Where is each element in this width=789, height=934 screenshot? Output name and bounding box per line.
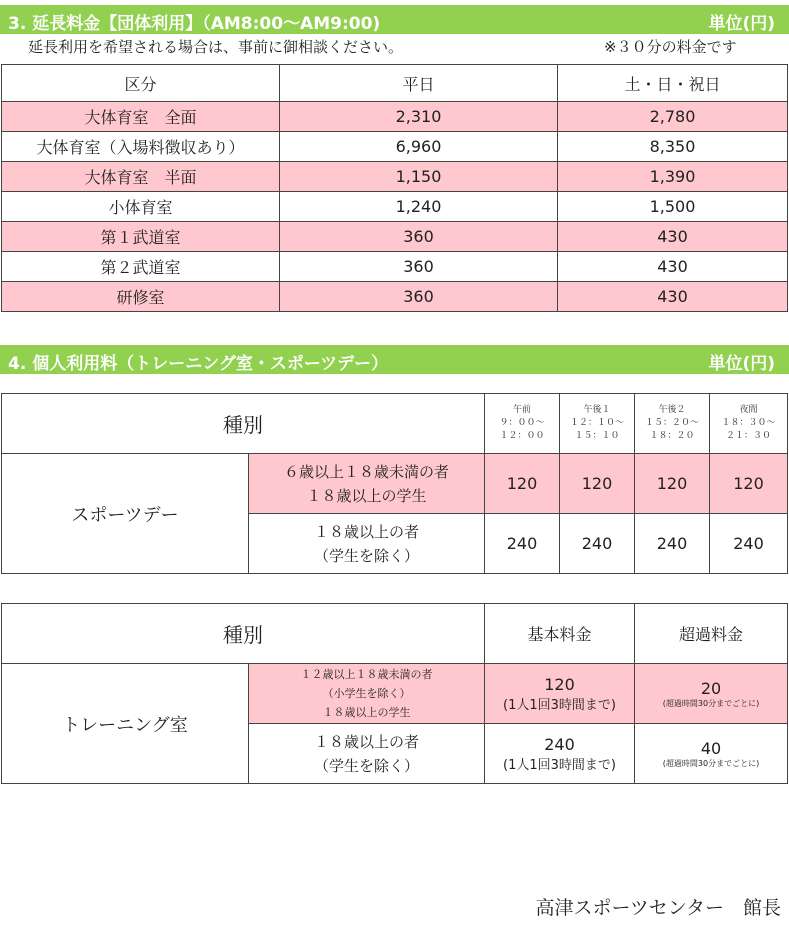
age-group [249, 514, 485, 574]
header-category: 種別 [2, 604, 485, 664]
holiday-fee: 430 [558, 282, 788, 312]
holiday-fee: 430 [558, 222, 788, 252]
header-basic-fee: 基本料金 [485, 604, 635, 664]
age-group-line: １８歳以上の学生 [306, 486, 427, 505]
room-name: 第１武道室 [2, 222, 280, 252]
excess-fee [635, 724, 788, 784]
period-end: １２：００ [499, 431, 545, 441]
excess-fee-note: (超過時間30分までごとに) [662, 758, 760, 768]
fee-cell: 120 [710, 454, 788, 514]
room-name: 大体育室 全面 [2, 102, 280, 132]
training-fee-table [1, 603, 788, 784]
section4-banner [0, 345, 789, 374]
table-row [2, 664, 788, 724]
table-row [2, 222, 788, 252]
period-morning [485, 394, 560, 454]
section4-title: 4. 個人利用料（トレーニング室・スポーツデー） [8, 354, 389, 374]
weekday-fee: 1,150 [280, 162, 558, 192]
period-start: １２：１０～ [569, 418, 624, 428]
table-row [2, 454, 788, 514]
table-header-row [2, 394, 788, 454]
section4-unit: 単位(円) [708, 354, 775, 374]
table-row [2, 102, 788, 132]
age-group-line: （小学生を除く） [322, 687, 411, 700]
fee-cell: 120 [635, 454, 710, 514]
basic-fee-note: (1人1回3時間まで) [503, 757, 616, 773]
basic-fee-value: 240 [544, 734, 575, 754]
sportsday-fee-table [1, 393, 788, 574]
fee-cell: 120 [560, 454, 635, 514]
header-excess-fee: 超過料金 [635, 604, 788, 664]
holiday-fee: 2,780 [558, 102, 788, 132]
excess-fee [635, 664, 788, 724]
room-name: 研修室 [2, 282, 280, 312]
excess-fee-value: 40 [700, 738, 722, 758]
table-row [2, 162, 788, 192]
age-group-line: ６歳以上１８歳未満の者 [283, 462, 449, 481]
weekday-fee: 360 [280, 252, 558, 282]
period-start: １５：２０～ [644, 418, 699, 428]
header-category: 区分 [2, 65, 280, 102]
table-row [2, 252, 788, 282]
fee-cell: 240 [485, 514, 560, 574]
age-group-line: （学生を除く） [313, 756, 419, 775]
holiday-fee: 430 [558, 252, 788, 282]
table-row [2, 132, 788, 162]
fee-cell: 240 [710, 514, 788, 574]
signature: 高津スポーツセンター 館長 [535, 897, 781, 919]
age-group-line: （学生を除く） [313, 546, 419, 565]
header-category: 種別 [2, 394, 485, 454]
room-name: 大体育室 半面 [2, 162, 280, 192]
basic-fee-value: 120 [544, 674, 575, 694]
basic-fee-note: (1人1回3時間まで) [503, 697, 616, 713]
age-group [249, 724, 485, 784]
age-group-line: １２歳以上１８歳未満の者 [300, 668, 433, 681]
table-header-row [2, 65, 788, 102]
extension-fee-table [1, 64, 788, 312]
age-group-line: １８歳以上の者 [313, 732, 419, 751]
period-end: １８：２０ [649, 431, 695, 441]
period-end: １５：１０ [574, 431, 620, 441]
fee-cell: 120 [485, 454, 560, 514]
period-night [710, 394, 788, 454]
excess-fee-note: (超過時間30分までごとに) [662, 698, 760, 708]
room-name: 大体育室（入場料徴収あり） [2, 132, 280, 162]
holiday-fee: 1,500 [558, 192, 788, 222]
period-afternoon1 [560, 394, 635, 454]
basic-fee [485, 724, 635, 784]
fee-cell: 240 [635, 514, 710, 574]
excess-fee-value: 20 [700, 678, 722, 698]
period-name: 午後１ [583, 405, 611, 415]
weekday-fee: 1,240 [280, 192, 558, 222]
holiday-fee: 1,390 [558, 162, 788, 192]
header-holiday: 土・日・祝日 [558, 65, 788, 102]
table-header-row [2, 604, 788, 664]
section3-note: 延長利用を希望される場合は、事前に御相談ください。 [28, 38, 404, 56]
section3-unit: 単位(円) [708, 14, 775, 34]
section3-banner [0, 5, 789, 34]
header-weekday: 平日 [280, 65, 558, 102]
period-afternoon2 [635, 394, 710, 454]
section3-title: 3. 延長料金【団体利用】（AM8:00～AM9:00) [8, 14, 381, 34]
holiday-fee: 8,350 [558, 132, 788, 162]
room-name: 小体育室 [2, 192, 280, 222]
table-row [2, 192, 788, 222]
period-end: ２１：３０ [725, 431, 771, 441]
period-name: 午後２ [658, 405, 686, 415]
weekday-fee: 6,960 [280, 132, 558, 162]
age-group-line: １８歳以上の者 [313, 522, 419, 541]
basic-fee [485, 664, 635, 724]
period-start: １８：３０～ [721, 418, 776, 428]
period-name: 午前 [512, 405, 531, 415]
period-start: ９：００～ [499, 418, 545, 428]
section3-note-right: ※３０分の料金です [604, 38, 737, 56]
age-group-line: １８歳以上の学生 [322, 706, 411, 719]
fee-cell: 240 [560, 514, 635, 574]
table-row [2, 282, 788, 312]
room-name: 第２武道室 [2, 252, 280, 282]
period-name: 夜間 [739, 405, 758, 415]
training-category: トレーニング室 [2, 664, 249, 784]
age-group [249, 454, 485, 514]
age-group [249, 664, 485, 724]
weekday-fee: 2,310 [280, 102, 558, 132]
sportsday-category: スポーツデー [2, 454, 249, 574]
weekday-fee: 360 [280, 282, 558, 312]
weekday-fee: 360 [280, 222, 558, 252]
